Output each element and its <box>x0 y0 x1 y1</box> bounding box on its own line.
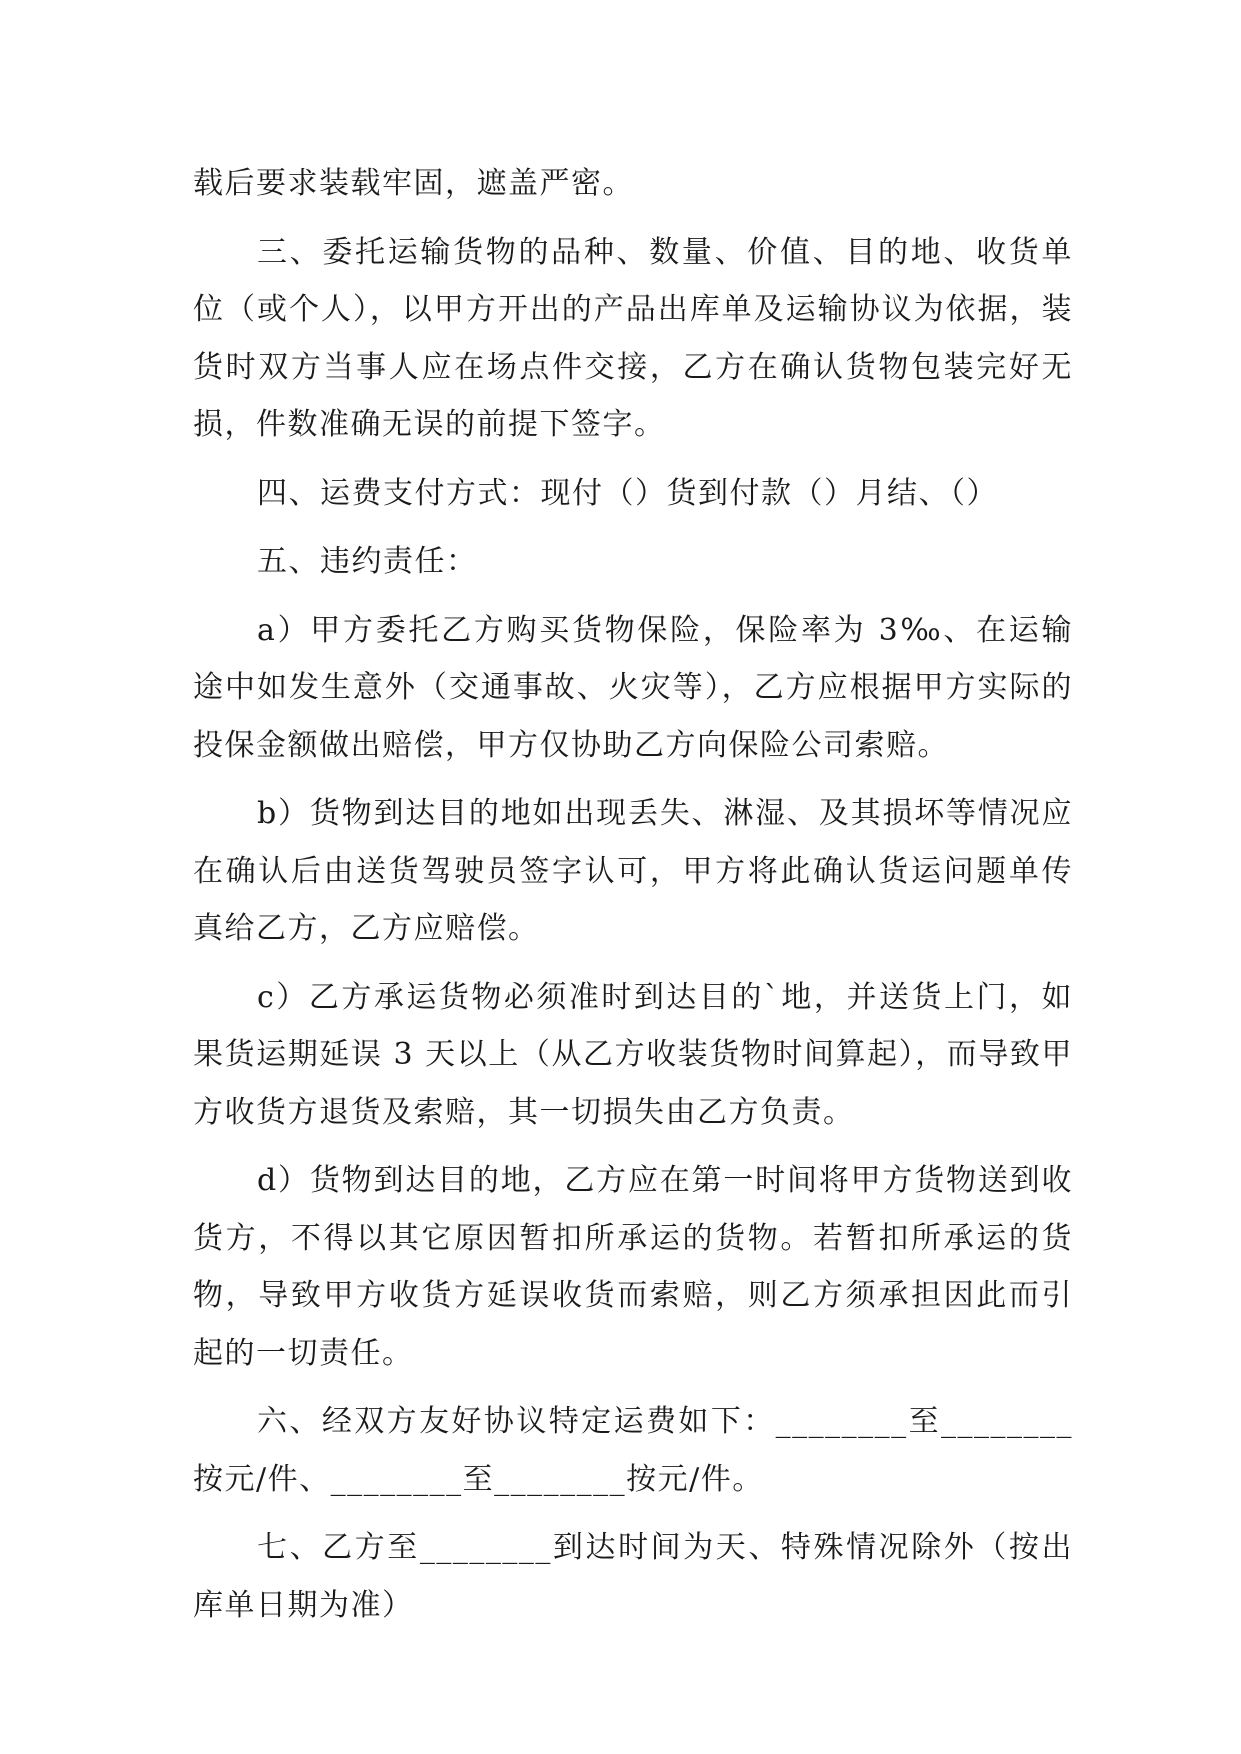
paragraph-clause-3: 三、委托运输货物的品种、数量、价值、目的地、收货单位（或个人），以甲方开出的产品出库单及运输协议为依据，装货时双方当事人应在场点件交接，乙方在确认货物包装完好无损，件数准确无误的前提下签字。 <box>193 234 1073 442</box>
document-body <box>193 155 1073 1634</box>
paragraph-clause-5-heading: 五、违约责任： <box>257 544 478 579</box>
paragraph-clause-5b: b）货物到达目的地如出现丢失、淋湿、及其损坏等情况应在确认后由送货驾驶员签字认可，甲方将此确认货运问题单传真给乙方，乙方应赔偿。 <box>193 796 1073 946</box>
paragraph-clause-7: 七、乙方至________到达时间为天、特殊情况除外（按出库单日期为准） <box>193 1530 1073 1623</box>
paragraph-clause-4: 四、运费支付方式：现付（）货到付款（）月结、（） <box>257 475 998 511</box>
paragraph-continuation: 载后要求装载牢固，遮盖严密。 <box>193 166 634 201</box>
paragraph-clause-5a: a）甲方委托乙方购买货物保险，保险率为 3‰、在运输途中如发生意外（交通事故、火灾等），乙方应根据甲方实际的投保金额做出赔偿，甲方仅协助乙方向保险公司索赔。 <box>193 612 1073 763</box>
paragraph-clause-5d: d）货物到达目的地，乙方应在第一时间将甲方货物送到收货方，不得以其它原因暂扣所承运的货物。若暂扣所承运的货物，导致甲方收货方延误收货而索赔，则乙方须承担因此而引起的一切责任。 <box>193 1163 1073 1371</box>
paragraph-clause-5c: c）乙方承运货物必须准时到达目的`地，并送货上门，如果货运期延误 3 天以上（从乙方收装货物时间算起），而导致甲方收货方退货及索赔，其一切损失由乙方负责。 <box>193 979 1073 1130</box>
paragraph-clause-6: 六、经双方友好协议特定运费如下：________至________按元/件、________至________按元/件。 <box>193 1404 1073 1497</box>
